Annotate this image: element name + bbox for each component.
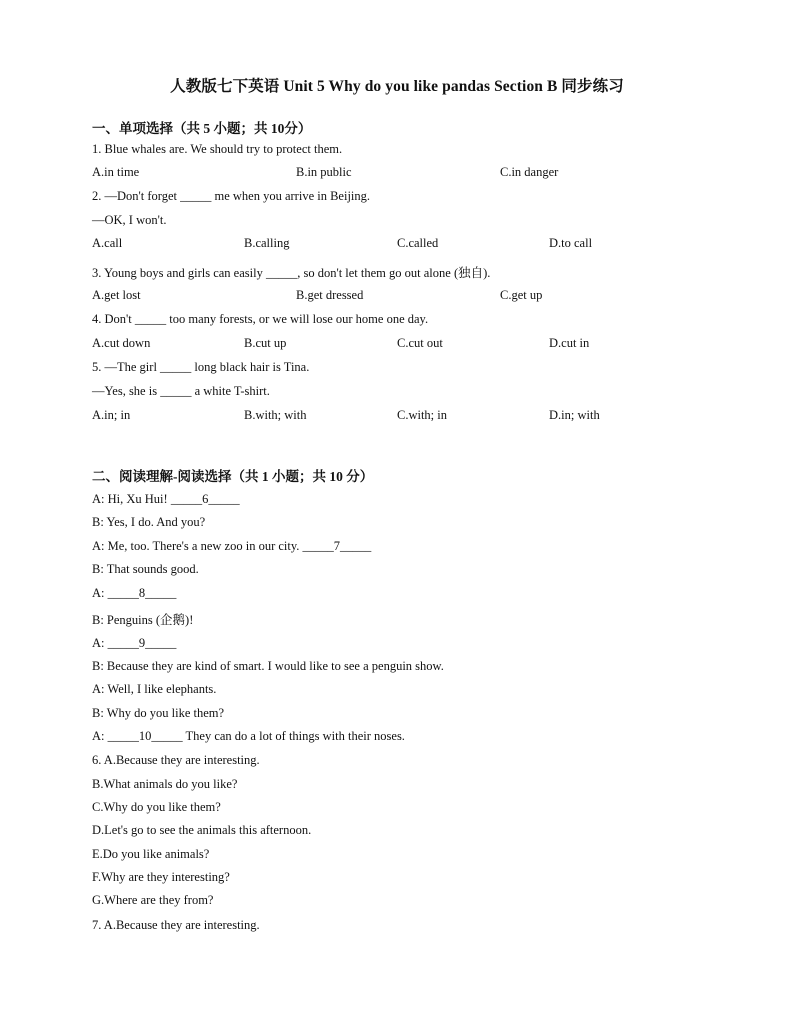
- question-5-text: 5. —The girl _____ long black hair is Tina.: [92, 360, 310, 374]
- question-2-text: 2. —Don't forget _____ me when you arrive in Beijing.: [92, 189, 371, 203]
- dialogue-line: B: Penguins (企鹅)!: [92, 613, 194, 627]
- question-3-option-a: A.get lost: [92, 288, 141, 302]
- question-3-option-b: B.get dressed: [296, 288, 364, 302]
- question-4-option-a: A.cut down: [92, 336, 151, 350]
- choice-item: B.What animals do you like?: [92, 777, 238, 791]
- question-2-option-d: D.to call: [549, 236, 593, 250]
- dialogue-line: A: _____10_____ They can do a lot of things with their noses.: [92, 729, 405, 743]
- question-3-option-c: C.get up: [500, 288, 543, 302]
- question-5-option-c: C.with; in: [397, 408, 448, 422]
- question-4-text: 4. Don't _____ too many forests, or we will lose our home one day.: [92, 312, 429, 326]
- question-5-option-b: B.with; with: [244, 408, 307, 422]
- question-1-option-a: A.in time: [92, 165, 140, 179]
- choice-item: E.Do you like animals?: [92, 847, 210, 861]
- dialogue-line: B: That sounds good.: [92, 562, 199, 576]
- question-5-option-a: A.in; in: [92, 408, 131, 422]
- choice-item: 6. A.Because they are interesting.: [92, 753, 260, 767]
- dialogue-line: A: Me, too. There's a new zoo in our city. _____7_____: [92, 539, 372, 553]
- page-title: 人教版七下英语 Unit 5 Why do you like pandas Section B 同步练习: [170, 78, 624, 95]
- dialogue-line: A: _____8_____: [92, 586, 177, 600]
- question-4-option-c: C.cut out: [397, 336, 443, 350]
- dialogue-line: A: Hi, Xu Hui! _____6_____: [92, 492, 240, 506]
- dialogue-line: B: Yes, I do. And you?: [92, 515, 206, 529]
- choice-item: F.Why are they interesting?: [92, 870, 230, 884]
- section-heading-reading: 二、阅读理解-阅读选择（共 1 小题；共 10 分）: [92, 469, 374, 484]
- question-1-option-c: C.in danger: [500, 165, 559, 179]
- dialogue-line: A: Well, I like elephants.: [92, 682, 217, 696]
- question-4-option-b: B.cut up: [244, 336, 287, 350]
- dialogue-line: A: _____9_____: [92, 636, 177, 650]
- question-4-option-d: D.cut in: [549, 336, 590, 350]
- question-1-option-b: B.in public: [296, 165, 352, 179]
- question-2-option-c: C.called: [397, 236, 439, 250]
- question-5-reply: —Yes, she is _____ a white T-shirt.: [92, 384, 270, 398]
- question-5-option-d: D.in; with: [549, 408, 600, 422]
- choice-item: C.Why do you like them?: [92, 800, 221, 814]
- dialogue-line: B: Why do you like them?: [92, 706, 225, 720]
- dialogue-line: B: Because they are kind of smart. I would like to see a penguin show.: [92, 659, 444, 673]
- choice-item: D.Let's go to see the animals this afternoon.: [92, 823, 312, 837]
- choice-item: G.Where are they from?: [92, 893, 214, 907]
- question-1-text: 1. Blue whales are. We should try to protect them.: [92, 142, 343, 156]
- question-2-reply: —OK, I won't.: [92, 213, 167, 227]
- question-2-option-b: B.calling: [244, 236, 290, 250]
- question-3-text: 3. Young boys and girls can easily _____, so don't let them go out alone (独自).: [92, 266, 491, 280]
- question-2-option-a: A.call: [92, 236, 123, 250]
- choice-item: 7. A.Because they are interesting.: [92, 918, 260, 932]
- section-heading-multiple-choice: 一、单项选择（共 5 小题；共 10分）: [92, 121, 312, 136]
